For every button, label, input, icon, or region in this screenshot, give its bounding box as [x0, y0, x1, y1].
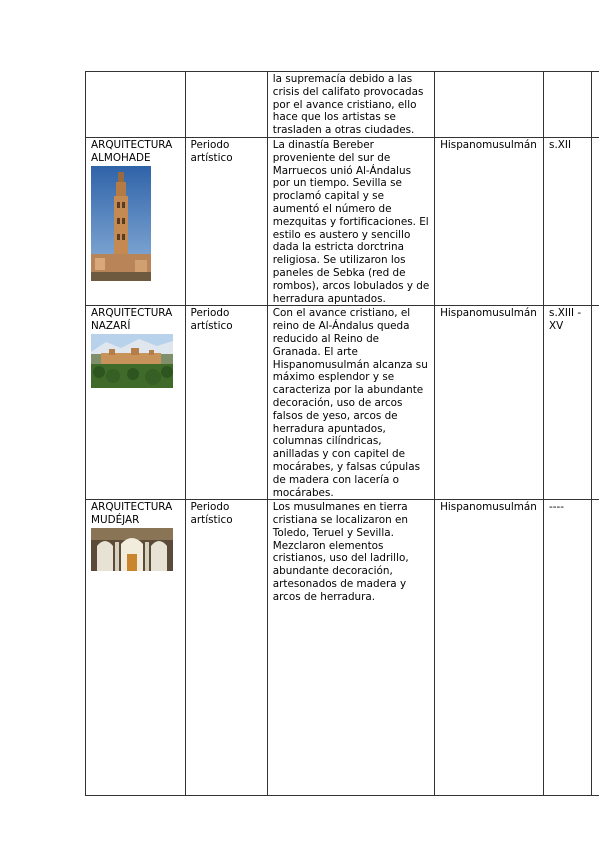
cell-region: Hispanomusulmán — [435, 500, 544, 796]
cell-name — [86, 306, 186, 500]
cell-description: Con el avance cristiano, el reino de Al-Ándalus queda reducido al Reino de Granada. El arte Hispanomusulmán alcanza su máximo esplendor y se caracteriza por la abundante decoración, uso de arcos falsos de yeso, arcos de herradura apuntados, columnas cilíndricas, anilladas y con capitel de mocárabes, y falsas cúpulas de madera con lacería o mocárabes. — [267, 306, 434, 500]
cell-region — [435, 72, 544, 138]
cell-cut-off — [592, 306, 599, 500]
cell-period — [544, 72, 592, 138]
cell-cut-off — [592, 72, 599, 138]
cell-description: La dinastía Bereber proveniente del sur de Marruecos unió Al-Ándalus por un tiempo. Sevilla se proclamó capital y se aumentó el número de mezquitas y fortificaciones. El estilo es austero y sencillo dada la estricta dorctrina religiosa. Se utilizaron los paneles de Sebka (red de rombos), arcos lobulados y de herradura apuntados. — [267, 137, 434, 305]
cell-name — [86, 72, 186, 138]
cell-type: Periodo artístico — [185, 500, 267, 796]
giralda-tower-image — [91, 166, 151, 281]
table-row — [86, 72, 599, 138]
table-row — [86, 306, 599, 500]
architecture-table — [85, 71, 599, 796]
cell-description: la supremacía debido a las crisis del califato provocadas por el avance cristiano, ello hace que los artistas se trasladen a otras ciudades. — [267, 72, 434, 138]
cell-name — [86, 137, 186, 305]
cell-period: s.XIII - XV — [544, 306, 592, 500]
cell-region: Hispanomusulmán — [435, 306, 544, 500]
cell-type — [185, 72, 267, 138]
cell-period: s.XII — [544, 137, 592, 305]
cell-name — [86, 500, 186, 796]
cell-cut-off — [592, 500, 599, 796]
mudejar-interior-image — [91, 528, 173, 571]
row-name: ARQUITECTURA ALMOHADE — [91, 138, 173, 164]
cell-description: Los musulmanes en tierra cristiana se localizaron en Toledo, Teruel y Sevilla. Mezclaron elementos cristianos, uso del ladrillo, abundante decoración, artesonados de madera y arcos de herradura. — [267, 500, 434, 796]
row-name: ARQUITECTURA NAZARÍ — [91, 307, 173, 333]
table-row — [86, 500, 599, 796]
alhambra-image — [91, 334, 173, 388]
cell-region: Hispanomusulmán — [435, 137, 544, 305]
cell-type: Periodo artístico — [185, 137, 267, 305]
cell-cut-off — [592, 137, 599, 305]
row-name: ARQUITECTURA MUDÉJAR — [91, 501, 173, 527]
cell-period: ---- — [544, 500, 592, 796]
cell-type: Periodo artístico — [185, 306, 267, 500]
table-row — [86, 137, 599, 305]
